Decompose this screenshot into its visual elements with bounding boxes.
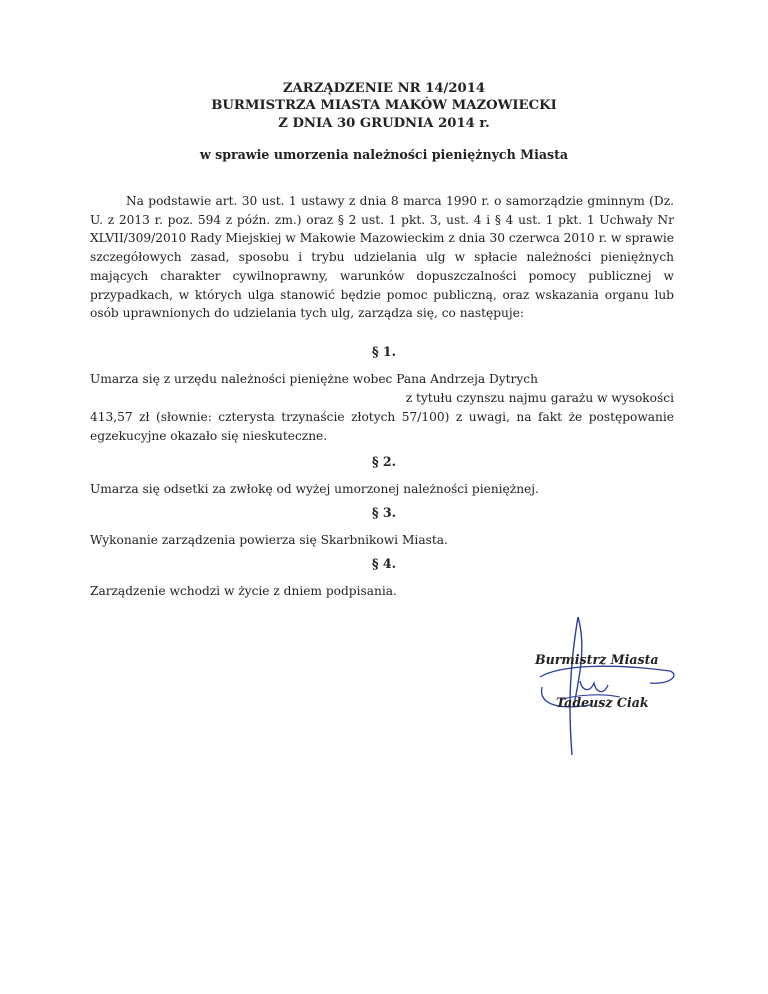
legal-basis-paragraph: Na podstawie art. 30 ust. 1 ustawy z dnia 8 marca 1990 r. o samorządzie gminnym (Dz. U. z 2013 r. poz. 594 z późn. zm.) oraz § 2 ust. 1 pkt. 3, ust. 4 i § 4 ust. 1 pkt. 1 Uchwały Nr XLVII/309/2010 Rady Miejskiej w Makowie Mazowieckim z dnia 30 czerwca 2010 r. w sprawie szczegółowych zasad, sposobu i trybu udzielania ulg w spłacie należności pieniężnych mających charakter cywilnoprawny, warunków dopuszczalności pomocy publicznej w przypadkach, w których ulga stanowić będzie pomoc publiczną, oraz wskazania organu lub osób uprawnionych do udzielania tych ulg, zarządza się, co następuje: xyxy=(90,194,674,321)
section-1-line-3-text: 413,57 zł (słownie: czterysta trzynaście złotych 57/100) z uwagi, na fakt że postępowanie xyxy=(90,410,674,424)
document-date: Z DNIA 30 GRUDNIA 2014 r. xyxy=(278,116,490,131)
signatory-title: Burmistrz Miasta xyxy=(535,652,659,667)
signatory-name: Tadeusz Ciak xyxy=(556,695,649,710)
section-4-text: Zarządzenie wchodzi w życie z dniem podpisania. xyxy=(90,584,397,598)
section-4-heading: § 4. xyxy=(371,556,397,571)
document-title: ZARZĄDZENIE NR 14/2014 xyxy=(282,81,486,96)
section-1-line-3 xyxy=(90,408,674,427)
section-3-text: Wykonanie zarządzenia powierza się Skarbnikowi Miasta. xyxy=(90,533,448,547)
section-1-line-1: Umarza się z urzędu należności pieniężne wobec Pana Andrzeja Dytrych xyxy=(90,372,538,386)
section-2-text: Umarza się odsetki za zwłokę od wyżej umorzonej należności pieniężnej. xyxy=(90,482,539,496)
section-1-line-4: egzekucyjne okazało się nieskuteczne. xyxy=(90,429,328,443)
section-1-line-2: z tytułu czynszu najmu garażu w wysokości xyxy=(405,391,674,405)
document-subject: w sprawie umorzenia należności pieniężnych Miasta xyxy=(199,147,569,162)
section-3-heading: § 3. xyxy=(371,505,397,520)
section-1-heading: § 1. xyxy=(371,344,397,359)
section-2-heading: § 2. xyxy=(371,454,397,469)
issuer-title: BURMISTRZA MIASTA MAKÓW MAZOWIECKI xyxy=(211,98,557,113)
handwritten-signature xyxy=(520,605,690,775)
